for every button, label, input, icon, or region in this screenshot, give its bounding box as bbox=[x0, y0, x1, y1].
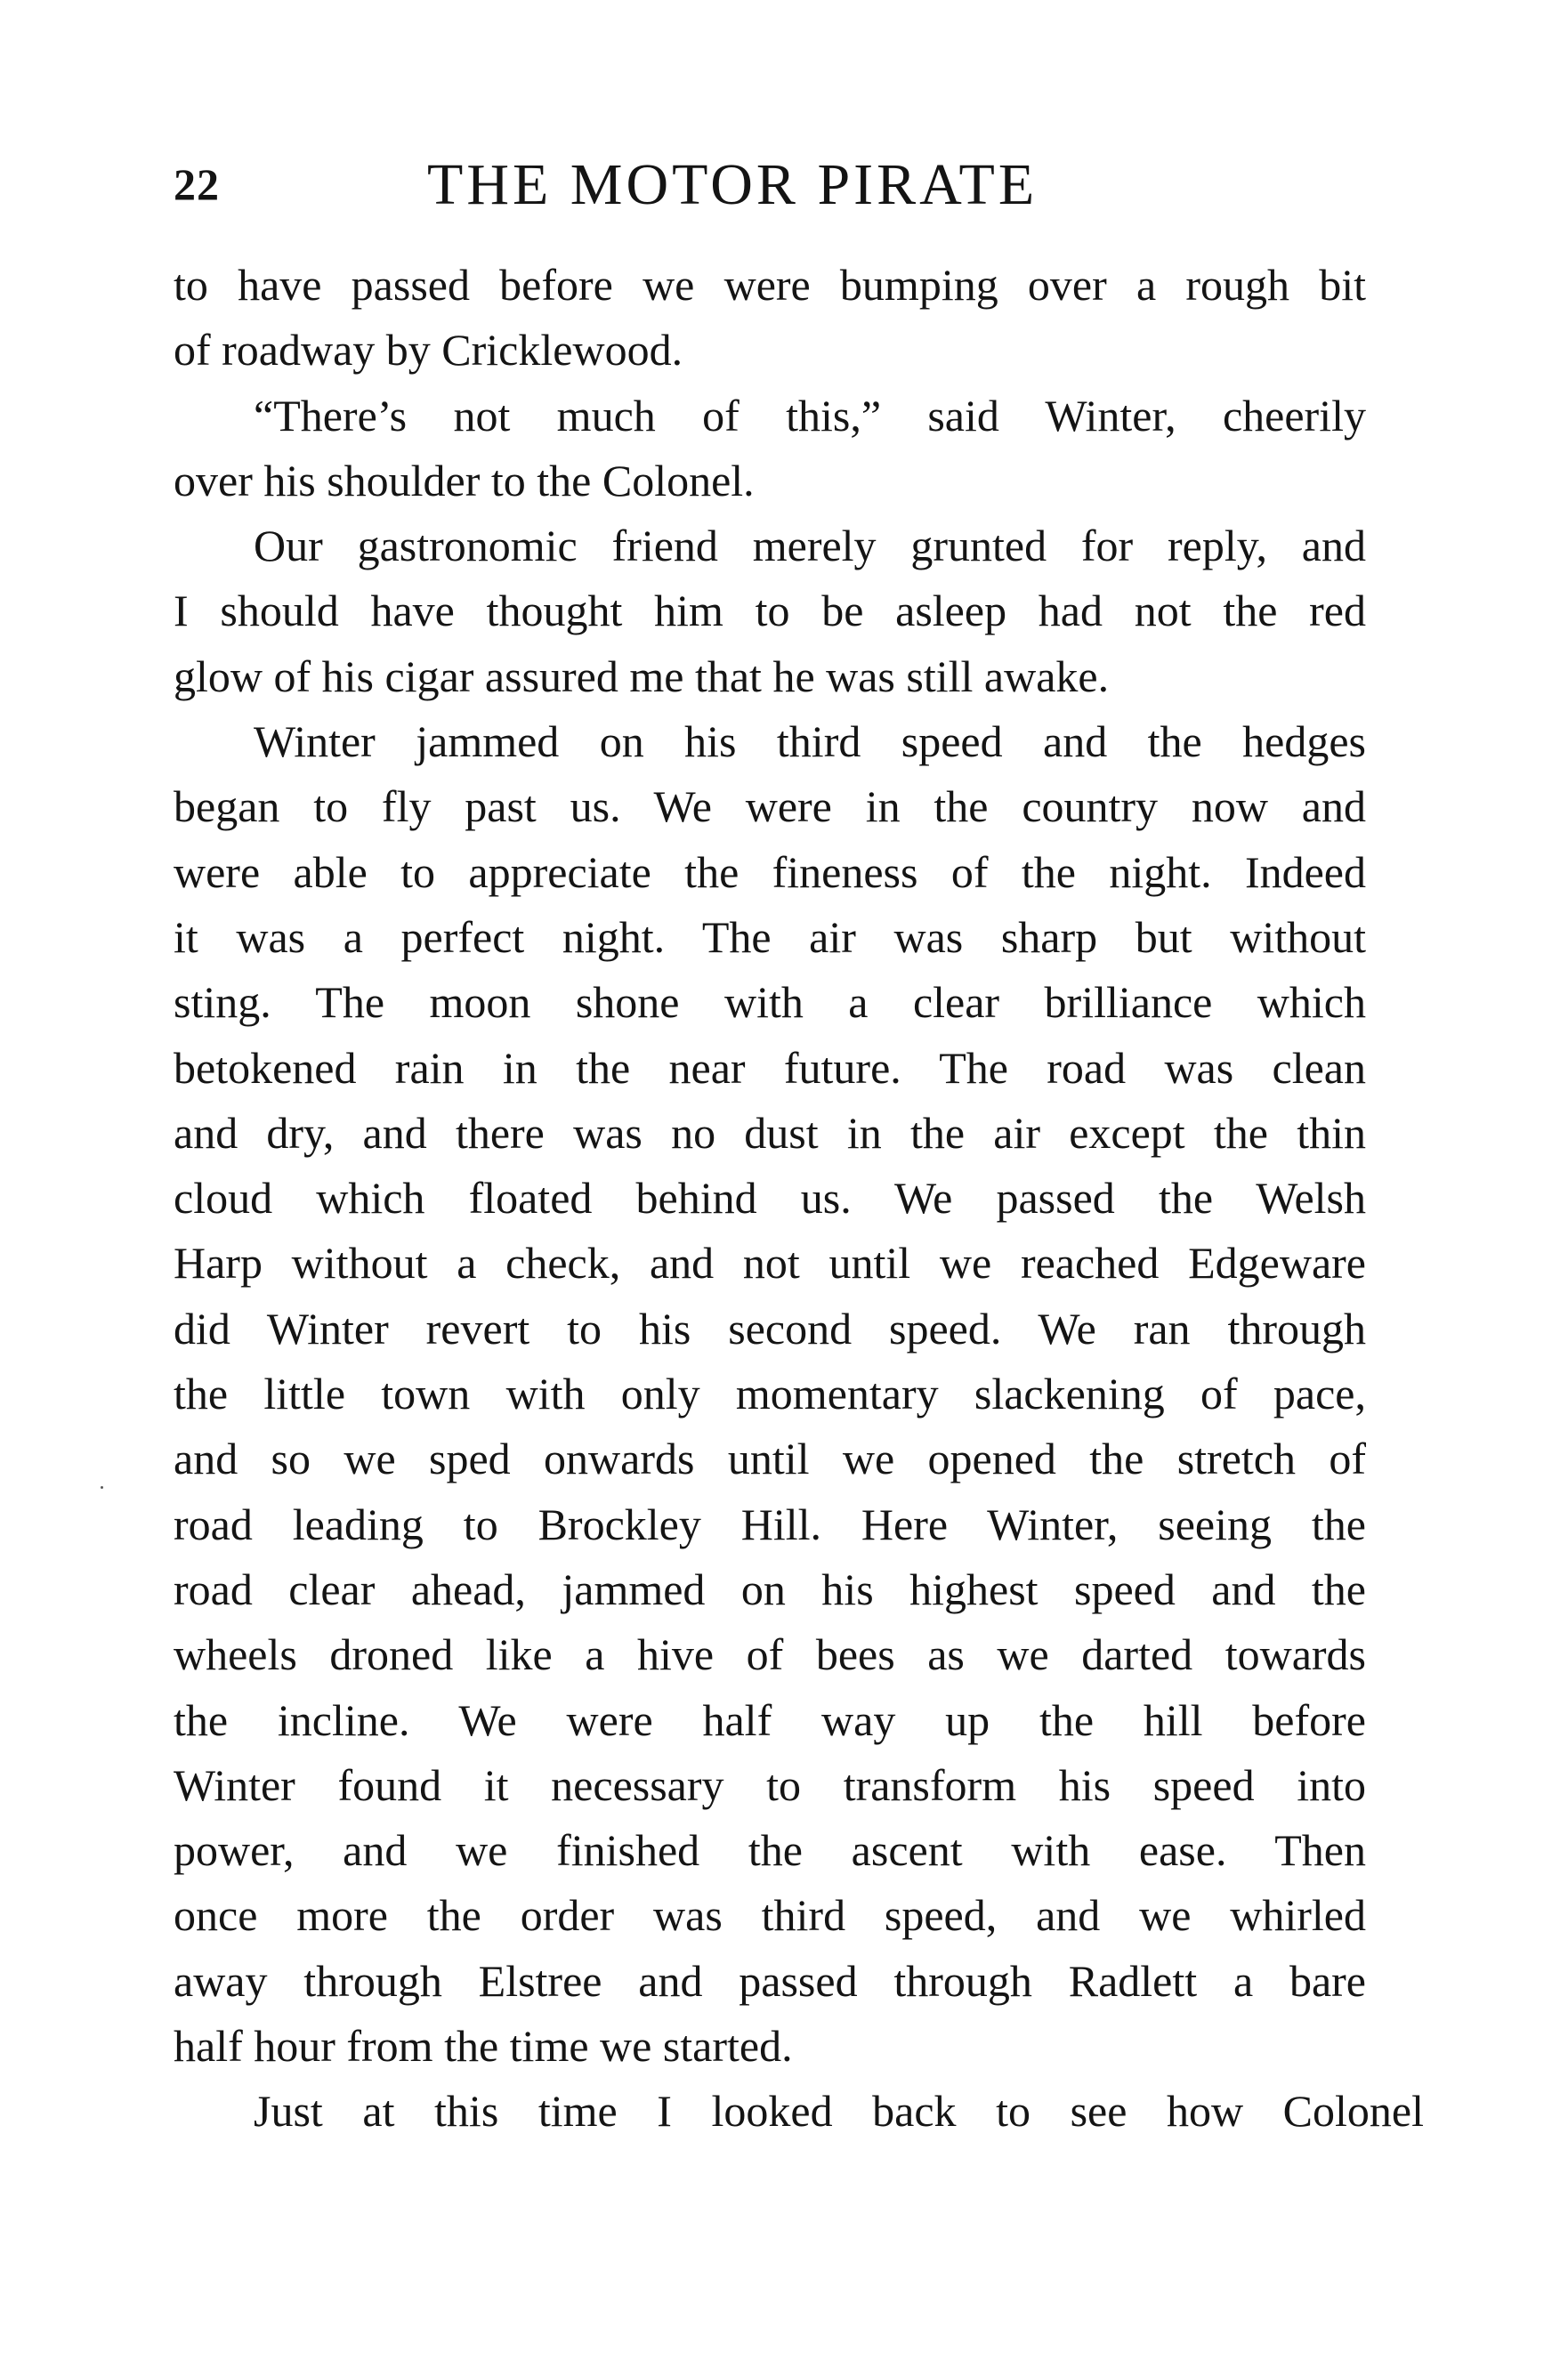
page-number: 22 bbox=[174, 159, 220, 209]
text-line: to have passed before we were bumping over a rough bit bbox=[174, 260, 1366, 310]
text-line: road clear ahead, jammed on his highest speed and the bbox=[174, 1564, 1366, 1614]
text-line: betokened rain in the near future. The road was clean bbox=[174, 1042, 1366, 1093]
text-line: the little town with only momentary slackening of pace, bbox=[174, 1369, 1366, 1419]
text-line: glow of his cigar assured me that he was still awake. bbox=[174, 651, 1110, 701]
text-line: over his shoulder to the Colonel. bbox=[174, 455, 755, 505]
text-line: once more the order was third speed, and we whirled bbox=[174, 1890, 1366, 1941]
text-line: were able to appreciate the fineness of the night. Indeed bbox=[174, 846, 1366, 897]
text-line: “There’s not much of this,” said Winter, cheerily bbox=[254, 390, 1366, 440]
text-line: Our gastronomic friend merely grunted for reply, and bbox=[254, 521, 1366, 571]
text-line: of roadway by Cricklewood. bbox=[174, 325, 683, 376]
text-line: the incline. We were half way up the hill before bbox=[174, 1694, 1366, 1745]
stray-ink-mark bbox=[101, 1486, 103, 1489]
text-line: sting. The moon shone with a clear brilliance which bbox=[174, 977, 1366, 1028]
text-line: began to fly past us. We were in the country now and bbox=[174, 781, 1366, 832]
text-line: and dry, and there was no dust in the air except the thin bbox=[174, 1107, 1366, 1158]
text-line: half hour from the time we started. bbox=[174, 2021, 793, 2072]
text-line: and so we sped onwards until we opened the stretch of bbox=[174, 1434, 1366, 1484]
running-head bbox=[174, 151, 1366, 222]
text-line: Harp without a check, and not until we reached Edgeware bbox=[174, 1238, 1366, 1289]
text-line: cloud which floated behind us. We passed the Welsh bbox=[174, 1173, 1366, 1224]
text-line: did Winter revert to his second speed. We ran through bbox=[174, 1303, 1366, 1354]
text-line: wheels droned like a hive of bees as we darted towards bbox=[174, 1629, 1366, 1680]
running-title: THE MOTOR PIRATE bbox=[427, 152, 1039, 217]
text-line: Winter jammed on his third speed and the hedges bbox=[254, 716, 1366, 767]
text-line: it was a perfect night. The air was sharp but without bbox=[174, 911, 1366, 962]
text-line: Just at this time I looked back to see how Colonel bbox=[254, 2086, 1424, 2137]
body-text bbox=[174, 253, 1424, 2145]
text-line: Winter found it necessary to transform his speed into bbox=[174, 1759, 1366, 1810]
text-line: power, and we finished the ascent with ease. Then bbox=[174, 1825, 1366, 1876]
text-line: road leading to Brockley Hill. Here Winter, seeing the bbox=[174, 1499, 1366, 1549]
text-line: away through Elstree and passed through Radlett a bare bbox=[174, 1955, 1366, 2006]
text-line: I should have thought him to be asleep had not the red bbox=[174, 586, 1366, 636]
